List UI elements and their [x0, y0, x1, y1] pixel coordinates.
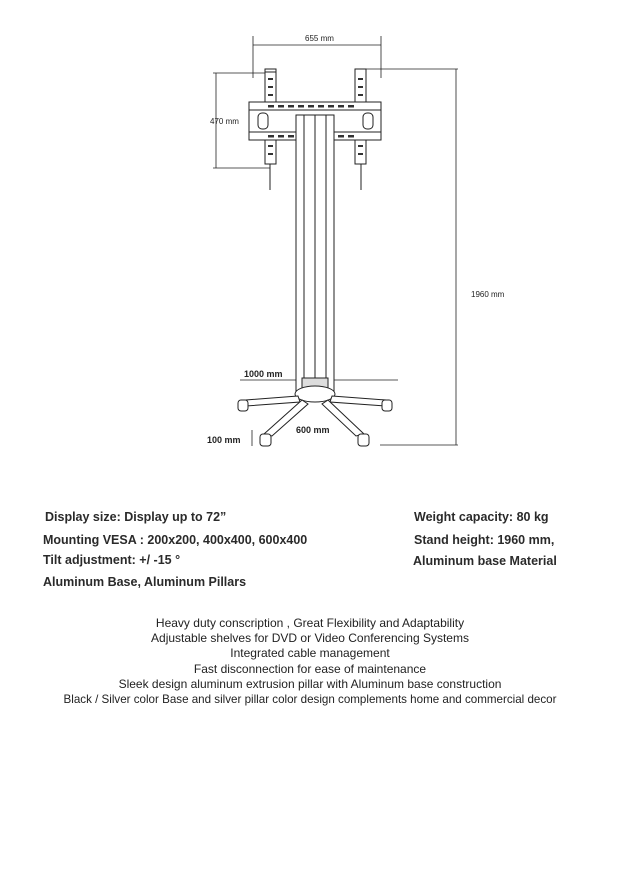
width-dimension-label: 655 mm	[305, 34, 334, 43]
vesa-height-dimension-label: 470 mm	[210, 117, 239, 126]
spec-base-material: Aluminum base Material	[413, 554, 557, 568]
spec-material: Aluminum Base, Aluminum Pillars	[43, 575, 247, 589]
aluminum-pillar	[296, 115, 334, 392]
spec-display-size: Display size: Display up to 72”	[45, 510, 227, 524]
base-depth-dimension-label: 600 mm	[296, 425, 330, 435]
feature-item: Sleek design aluminum extrusion pillar with Aluminum base construction	[118, 676, 502, 691]
base-width-dimension-label: 1000 mm	[244, 369, 283, 379]
feature-item: Black / Silver color Base and silver pillar color design complements home and commercial decor	[63, 693, 557, 707]
feature-item: Integrated cable management	[230, 646, 390, 661]
spec-stand-height: Stand height: 1960 mm,	[414, 533, 555, 547]
spec-tilt-adjustment: Tilt adjustment: +/ -15 °	[43, 553, 181, 567]
spec-weight-capacity: Weight capacity: 80 kg	[414, 510, 549, 524]
feature-item: Adjustable shelves for DVD or Video Conferencing Systems	[151, 631, 469, 646]
base-height-dimension-label: 100 mm	[207, 435, 241, 445]
feature-list	[0, 616, 620, 707]
feature-item: Fast disconnection for ease of maintenance	[193, 661, 427, 676]
spec-mounting-vesa: Mounting VESA : 200x200, 400x400, 600x400	[43, 533, 308, 547]
feature-item: Heavy duty conscription , Great Flexibility and Adaptability	[155, 616, 465, 630]
stand-height-dimension-label: 1960 mm	[471, 290, 505, 299]
aluminum-base	[238, 386, 392, 446]
